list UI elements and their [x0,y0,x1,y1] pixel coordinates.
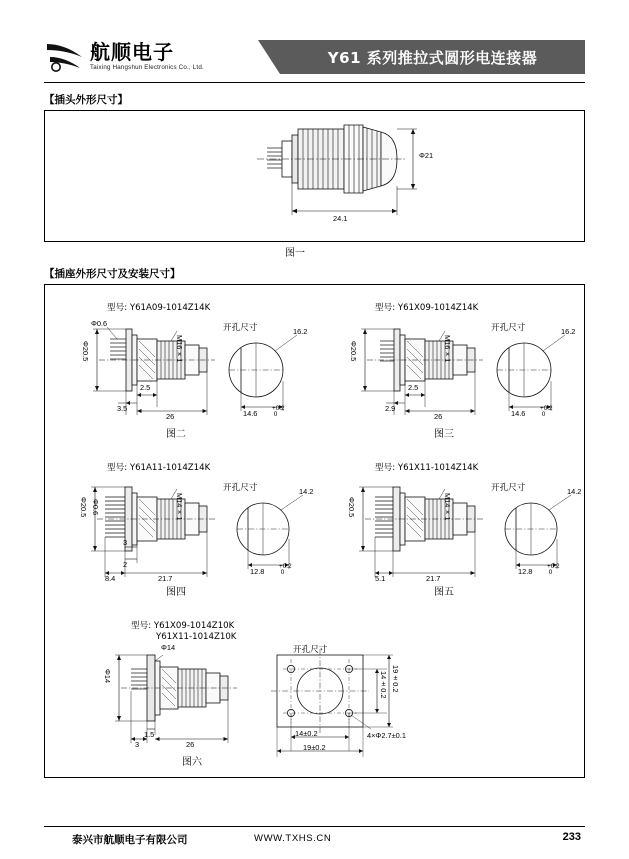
figure4-dim-b: 21.7 [158,574,173,583]
figure4-model-value: Y61A11-1014Z14K [129,463,211,473]
figure3-dim-c: 26 [434,412,443,421]
page-number: 233 [562,831,581,843]
figure6-hole-w2: 19±0.2 [303,743,326,752]
figure4-thread: M14×1 [175,493,184,521]
figure6-drawing [89,641,279,753]
figure6-hole-holes: 4×Φ2.7±0.1 [367,731,406,740]
page-title: Y61 系列推拉式圆形电连接器 [280,40,585,74]
page-header [44,34,585,82]
figure6-dim-a: 3 [135,740,140,749]
figure5-thread: M14×1 [443,493,452,521]
figure2-hole-w: 14.6 [243,409,258,418]
figure5-caption: 图五 [434,587,454,598]
figure4-hole-drawing [223,489,333,583]
figure4-model-prefix: 型号: [107,463,128,473]
figure5-model [375,461,478,473]
figure2-dia-pin: Φ0.6 [91,319,108,328]
figure3-hole-drawing [483,329,593,423]
logo-text [90,42,204,71]
figure6-dia-flange: Φ14 [161,643,176,652]
figure3-dim-a: 2.9 [385,404,396,413]
figure2-hole-tol: +0.2 0 [272,405,285,419]
figure4-hole-tol: +0.2 0 [279,563,292,577]
page-footer [44,830,585,850]
figure4-hole-dia: 14.2 [299,487,314,496]
figure1-drawing [45,111,582,239]
figure1-length-label: 24.1 [333,214,348,223]
logo-chinese-name: 航顺电子 [90,40,174,65]
figure-group-box [44,284,585,778]
figure5-hole-w: 12.8 [518,567,533,576]
figure6-hole-w1: 14±0.2 [295,729,318,738]
figure4-hole-label: 开孔尺寸 [223,483,258,493]
figure3-hole-dia: 16.2 [561,327,576,336]
figure2-hole-label: 开孔尺寸 [223,323,258,333]
figure4-caption: 图四 [166,587,186,598]
figure4-model [107,461,210,473]
logo [44,34,274,80]
figure6-hole-h1: 14±0.2 [379,671,388,699]
figure4-hole-w: 12.8 [250,567,265,576]
figure3-model [375,301,478,313]
figure5-model-prefix: 型号: [375,463,396,473]
figure6-dia-body: Φ14 [103,669,112,684]
figure1-box [44,110,585,242]
header-divider [44,82,585,83]
figure2-model [107,301,210,313]
figure2-dia-body: Φ20.5 [81,341,90,362]
figure5-hole-dia: 14.2 [567,487,582,496]
company-logo-icon [44,38,86,76]
figure5-dim-a: 5.1 [375,574,386,583]
figure2-dim-a: 3.5 [117,404,128,413]
figure5-dia-body: Φ20.5 [347,497,356,518]
figure3-hole-label: 开孔尺寸 [491,323,526,333]
figure3-model-prefix: 型号: [375,303,396,313]
figure2-hole-dia: 16.2 [293,327,308,336]
figure2-model-prefix: 型号: [107,303,128,313]
figure6-model-prefix: 型号: [131,621,152,631]
section-label-plug: 【插头外形尺寸】 [44,94,128,106]
figure5-dim-b: 21.7 [426,574,441,583]
figure5-hole-label: 开孔尺寸 [491,483,526,493]
figure2-thread: M16×1 [175,335,184,363]
section-label-receptacle: 【插座外形尺寸及安装尺寸】 [44,268,181,280]
logo-english-name: Taixing Hangshun Electronics Co., Ltd. [90,64,204,72]
figure6-model-line1 [131,619,234,631]
figure3-dim-b: 2.5 [408,383,419,392]
footer-divider [44,826,585,827]
figure6-hole-h2: 19±0.2 [391,665,400,693]
figure1-caption: 图一 [285,248,305,259]
figure2-model-value: Y61A09-1014Z14K [129,303,211,313]
figure2-caption: 图二 [166,429,186,440]
figure3-thread: M16×1 [443,335,452,363]
figure2-dim-c: 26 [166,412,175,421]
figure6-hole-drawing [267,647,432,759]
figure4-dim-c: 3 [123,538,128,547]
figure3-dia-body: Φ20.5 [349,341,358,362]
figure4-dim-a: 8.4 [105,574,116,583]
figure4-dia-pin: Φ0.6 [91,499,100,516]
figure6-model-value-1: Y61X09-1014Z10K [153,621,235,631]
figure5-hole-drawing [491,489,601,583]
figure3-model-value: Y61X09-1014Z14K [397,303,479,313]
figure6-hole-label: 开孔尺寸 [293,645,328,655]
figure6-model-line2: Y61X11-1014Z10K [156,632,237,642]
figure1-diameter-label: Φ21 [419,151,434,160]
figure6-dim-b: 1.5 [144,730,155,739]
figure2-hole-drawing [215,329,325,423]
figure6-dim-c: 26 [186,740,195,749]
figure3-hole-w: 14.6 [511,409,526,418]
figure6-caption: 图六 [182,757,202,768]
figure4-dim-d: 2 [123,560,128,569]
figure3-caption: 图三 [434,429,454,440]
figure5-hole-tol: +0.2 0 [547,563,560,577]
footer-company: 泰兴市航顺电子有限公司 [72,834,188,846]
figure2-dim-b: 2.5 [140,383,151,392]
figure5-model-value: Y61X11-1014Z14K [397,463,479,473]
footer-website[interactable]: WWW.TXHS.CN [254,833,332,844]
figure4-dia-body: Φ20.5 [79,497,88,518]
figure3-hole-tol: +0.2 0 [540,405,553,419]
